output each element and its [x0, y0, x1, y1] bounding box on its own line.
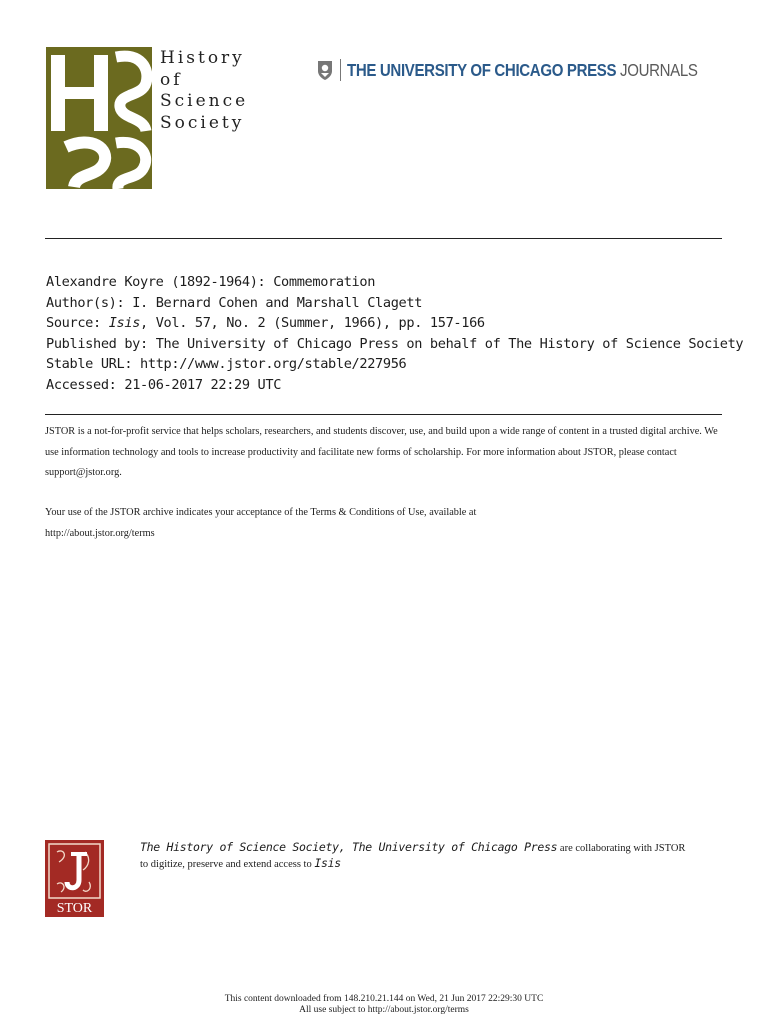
- jstor-logo-icon: [45, 840, 104, 917]
- source-journal: Isis: [108, 315, 141, 331]
- society-word: Society: [160, 112, 245, 133]
- citation-block: [46, 272, 743, 395]
- society-word: of: [160, 69, 183, 90]
- source-details: , Vol. 57, No. 2 (Summer, 1966), pp. 157-166: [140, 315, 485, 331]
- press-name: [347, 60, 698, 81]
- society-word: Science: [160, 91, 249, 111]
- history-of-science-society-logo-mark: [46, 47, 152, 189]
- authors-label: Author(s):: [46, 294, 125, 311]
- source-line: [46, 313, 743, 334]
- accessed-label: Accessed:: [46, 376, 117, 393]
- collaboration-partners: The History of Science Society, The University of Chicago Press: [140, 840, 558, 854]
- article-title: Alexandre Koyre (1892-1964): Commemoration: [46, 274, 376, 290]
- authors-value: I. Bernard Cohen and Marshall Clagett: [132, 294, 423, 311]
- footer-line-2: All use subject to http://about.jstor.org/terms: [299, 1005, 469, 1015]
- footer-line-1: This content downloaded from 148.210.21.144 on Wed, 21 Jun 2017 22:29:30 UTC: [224, 994, 544, 1004]
- publisher-value: The University of Chicago Press on behalf of The History of Science Society: [155, 335, 744, 352]
- publisher-line: [46, 334, 743, 355]
- stable-url-line: [46, 354, 743, 375]
- jstor-description: JSTOR is a not-for-profit service that helps scholars, researchers, and students discover, use, and build upon a wide range of content in a trusted digital archive. We use information technology and tools to increase productivity and facilitate new forms of scholarship. For more information about JSTOR, please contact support@jstor.org.: [45, 426, 718, 478]
- collaboration-line-2: [140, 856, 730, 872]
- collaboration-notice: [140, 840, 730, 872]
- download-footer: [0, 994, 768, 1016]
- terms-notice: [45, 503, 725, 544]
- collaboration-line-1: [140, 840, 730, 856]
- accessed-value: 21-06-2017 22:29 UTC: [124, 376, 282, 393]
- press-name-suffix: JOURNALS: [620, 59, 698, 80]
- source-label: Source:: [46, 315, 101, 331]
- stable-url-label: Stable URL:: [46, 356, 133, 372]
- authors-line: [46, 293, 743, 314]
- terms-link[interactable]: http://about.jstor.org/terms: [45, 527, 155, 539]
- society-name: [160, 48, 248, 134]
- collaboration-journal: Isis: [314, 856, 341, 870]
- press-name-main: THE UNIVERSITY OF CHICAGO PRESS: [347, 59, 617, 80]
- press-logo-divider: [340, 59, 341, 81]
- accessed-line: [46, 375, 743, 396]
- stable-url-link[interactable]: http://www.jstor.org/stable/227956: [140, 356, 407, 372]
- jstor-logo-text: STOR: [56, 901, 93, 916]
- collaboration-text-2: to digitize, preserve and extend access to: [140, 859, 315, 870]
- phoenix-crest-icon: [316, 58, 334, 82]
- header-divider: [45, 238, 722, 239]
- terms-text: Your use of the JSTOR archive indicates your acceptance of the Terms & Conditions of Use, available at: [45, 507, 477, 518]
- society-word: History: [160, 48, 245, 68]
- chicago-press-logo: [316, 58, 755, 82]
- hss-monogram-icon: [46, 47, 152, 189]
- publisher-label: Published by:: [46, 335, 148, 352]
- jstor-logo: [45, 840, 104, 917]
- collaboration-text-1: are collaborating with JSTOR: [557, 843, 686, 854]
- citation-divider: [45, 414, 722, 415]
